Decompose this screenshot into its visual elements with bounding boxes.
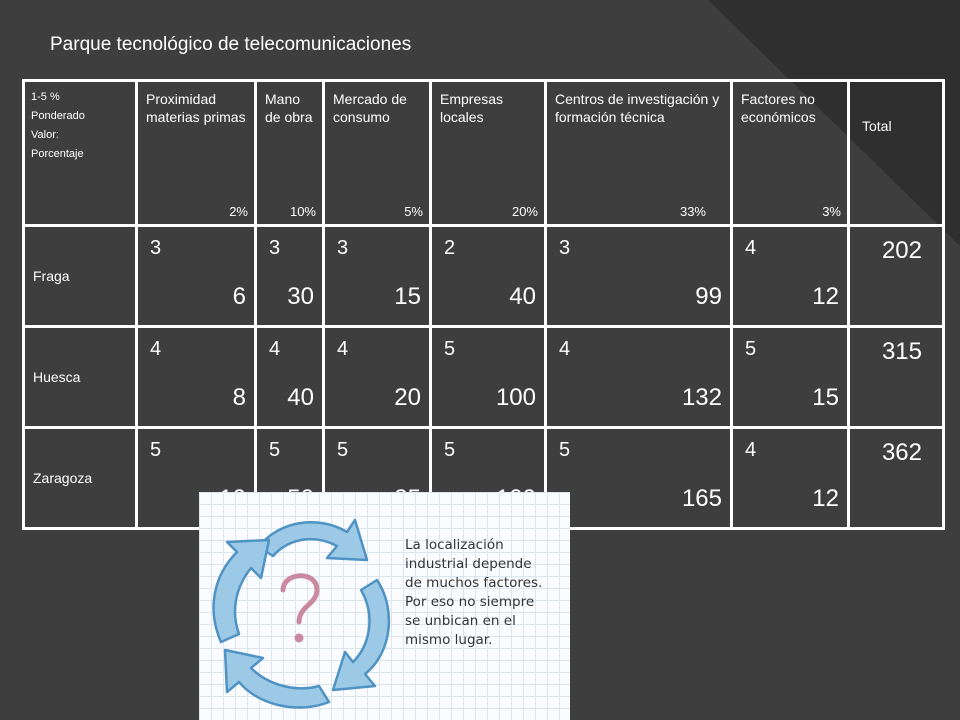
raw-score: 4 [745, 237, 757, 259]
legend-line: 1-5 % [31, 91, 60, 103]
weighted-value: 8 [232, 384, 246, 411]
city-label: Huesca [24, 327, 137, 428]
score-cell [431, 226, 546, 327]
weighted-value: 6 [232, 283, 246, 310]
header-row [24, 81, 944, 226]
raw-score: 3 [559, 237, 571, 259]
factor-name: Factores no económicos [741, 91, 816, 125]
city-label: Fraga [24, 226, 137, 327]
raw-score: 5 [559, 439, 571, 461]
note-line: mismo lugar. [405, 632, 493, 648]
score-cell [546, 428, 732, 529]
factor-table [22, 79, 945, 512]
note-line: La localización [405, 537, 504, 553]
legend-line: Porcentaje [31, 148, 84, 160]
weighted-value: 12 [812, 485, 839, 512]
cycle-arrows-question-icon [199, 492, 405, 720]
factor-percentage: 20% [511, 204, 538, 219]
legend-cell [24, 81, 137, 226]
score-cell [137, 226, 256, 327]
slide-title: Parque tecnológico de telecomunicaciones [50, 34, 412, 55]
total-header: Total [849, 81, 944, 226]
score-cell [324, 327, 431, 428]
weighted-value: 165 [681, 485, 722, 512]
raw-score: 5 [337, 439, 349, 461]
raw-score: 4 [269, 338, 281, 360]
illustration-note [405, 536, 570, 650]
raw-score: 5 [745, 338, 757, 360]
factor-header [546, 81, 732, 226]
score-cell [732, 226, 849, 327]
score-cell [732, 428, 849, 529]
factor-name: Mercado de consumo [333, 91, 407, 125]
raw-score: 3 [337, 237, 349, 259]
score-cell [324, 226, 431, 327]
raw-score: 3 [269, 237, 281, 259]
factor-header [431, 81, 546, 226]
score-cell [732, 327, 849, 428]
factor-name: Centros de investigación y formación técnica [555, 91, 720, 125]
raw-score: 4 [559, 338, 571, 360]
row-total: 362 [849, 428, 944, 529]
score-cell [137, 327, 256, 428]
row-total: 202 [849, 226, 944, 327]
factor-name: Mano de obra [265, 91, 313, 125]
weighted-value: 100 [495, 384, 536, 411]
note-line: industrial depende [405, 556, 532, 572]
city-label: Zaragoza [24, 428, 137, 529]
factor-header [324, 81, 431, 226]
raw-score: 5 [444, 338, 456, 360]
factor-header [732, 81, 849, 226]
weighted-value: 20 [394, 384, 421, 411]
row-total: 315 [849, 327, 944, 428]
factor-name: Proximidad materias primas [146, 91, 246, 125]
weighted-value: 30 [287, 283, 314, 310]
legend-line: Valor: [31, 129, 59, 141]
note-line: se unbican en el [405, 613, 516, 629]
score-cell [256, 226, 324, 327]
weighted-value: 15 [812, 384, 839, 411]
weighted-value: 132 [681, 384, 722, 411]
table-row [24, 327, 944, 428]
note-line: de muchos factores. [405, 575, 543, 591]
raw-score: 4 [337, 338, 349, 360]
raw-score: 4 [150, 338, 162, 360]
weighted-value: 40 [287, 384, 314, 411]
legend-line: Ponderado [31, 110, 85, 122]
illustration-panel [199, 492, 570, 720]
factor-header [256, 81, 324, 226]
weighted-value: 12 [812, 283, 839, 310]
factor-name: Empresas locales [440, 91, 504, 125]
raw-score: 3 [150, 237, 162, 259]
raw-score: 5 [444, 439, 456, 461]
table-row [24, 226, 944, 327]
score-cell [546, 226, 732, 327]
raw-score: 4 [745, 439, 757, 461]
weighted-value: 15 [394, 283, 421, 310]
factor-percentage: 3% [822, 204, 841, 219]
factor-header [137, 81, 256, 226]
factor-percentage: 33% [679, 204, 706, 219]
question-mark-dot [295, 634, 304, 643]
note-line: Por eso no siempre [405, 594, 535, 610]
raw-score: 2 [444, 237, 456, 259]
raw-score: 5 [269, 439, 281, 461]
score-cell [431, 327, 546, 428]
factor-percentage: 2% [229, 204, 248, 219]
factor-percentage: 10% [289, 204, 316, 219]
score-cell [256, 327, 324, 428]
weighted-value: 99 [695, 283, 722, 310]
weighted-value: 40 [509, 283, 536, 310]
score-cell [546, 327, 732, 428]
factor-percentage: 5% [404, 204, 423, 219]
raw-score: 5 [150, 439, 162, 461]
